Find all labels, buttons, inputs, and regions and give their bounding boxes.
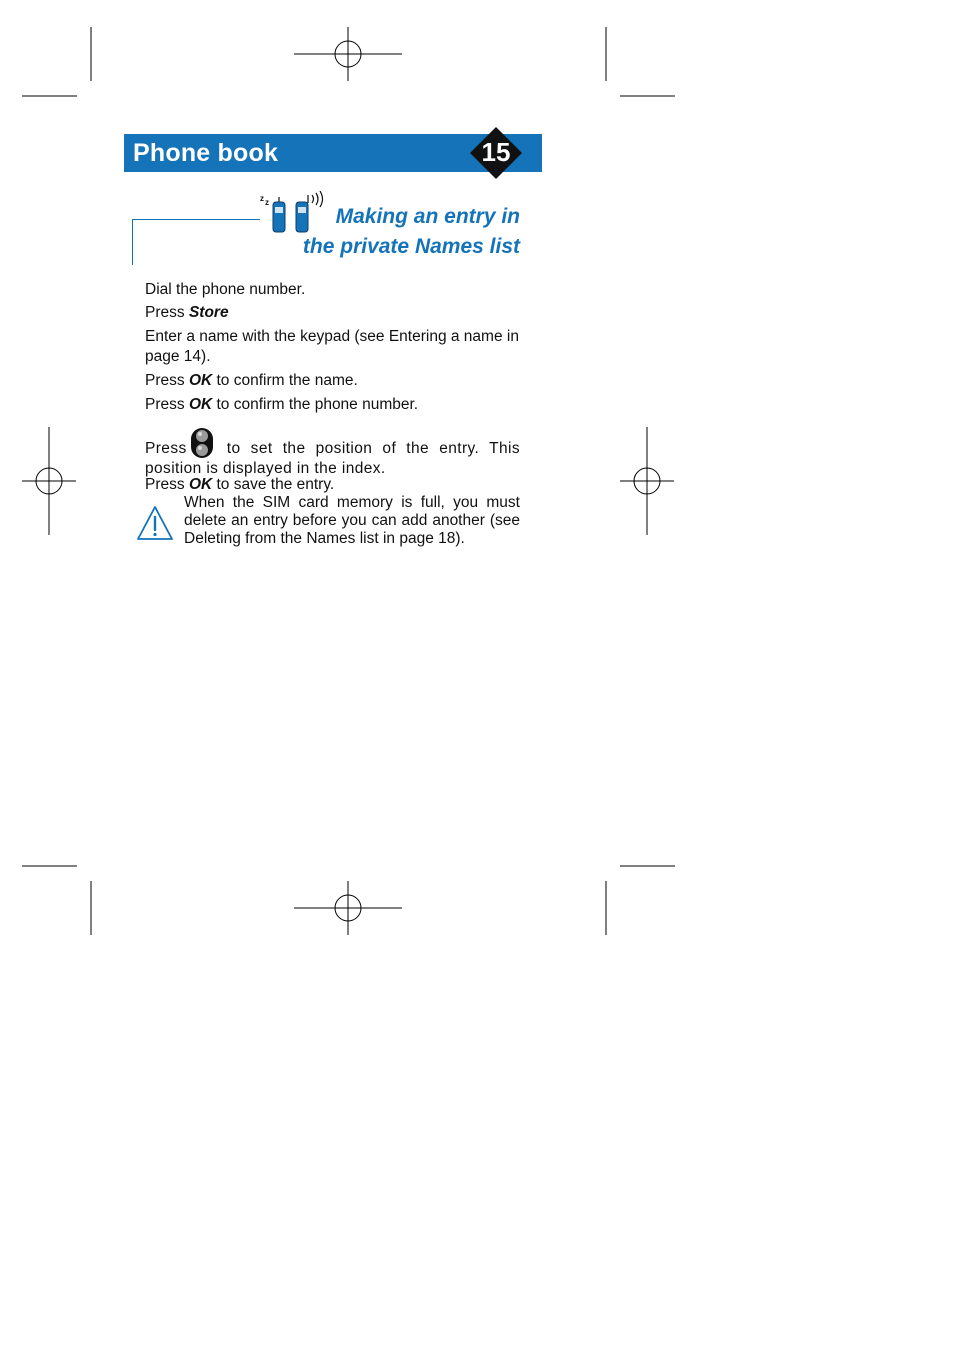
step-dial: Dial the phone number. (145, 281, 306, 298)
step-confirm-number: Press OK to confirm the phone number. (145, 396, 419, 413)
section-title (260, 202, 520, 262)
page-number: 15 (481, 137, 511, 167)
sim-memory-note: When the SIM card memory is full, you must delete an entry before you can add another (see Deleting from the Names list in page 18). (184, 494, 520, 547)
ok-key-label: OK (188, 476, 213, 493)
section-rule-horizontal (132, 219, 260, 220)
store-key-label: Store (188, 304, 229, 321)
svg-text:z: z (265, 198, 269, 207)
chapter-title: Phone book (133, 139, 279, 167)
svg-text:z: z (260, 194, 264, 203)
step-save-entry: Press OK to save the entry. (145, 476, 335, 493)
step-press-store: Press Store (145, 304, 229, 321)
section-title-line2: the private Names list (302, 235, 520, 258)
step-enter-name: Enter a name with the keypad (see Entering a name in page 14). (145, 328, 519, 365)
up-down-navigation-key-icon (189, 428, 215, 458)
step-set-position: Press to set the position of the entry. This position is displayed in the index. (145, 428, 520, 479)
warning-triangle-icon (136, 505, 174, 541)
ok-key-label: OK (188, 372, 213, 389)
step-confirm-name: Press OK to confirm the name. (145, 372, 358, 389)
section-rule-vertical (132, 219, 133, 265)
section-title-line1: Making an entry in (335, 205, 520, 228)
ok-key-label: OK (188, 396, 213, 413)
